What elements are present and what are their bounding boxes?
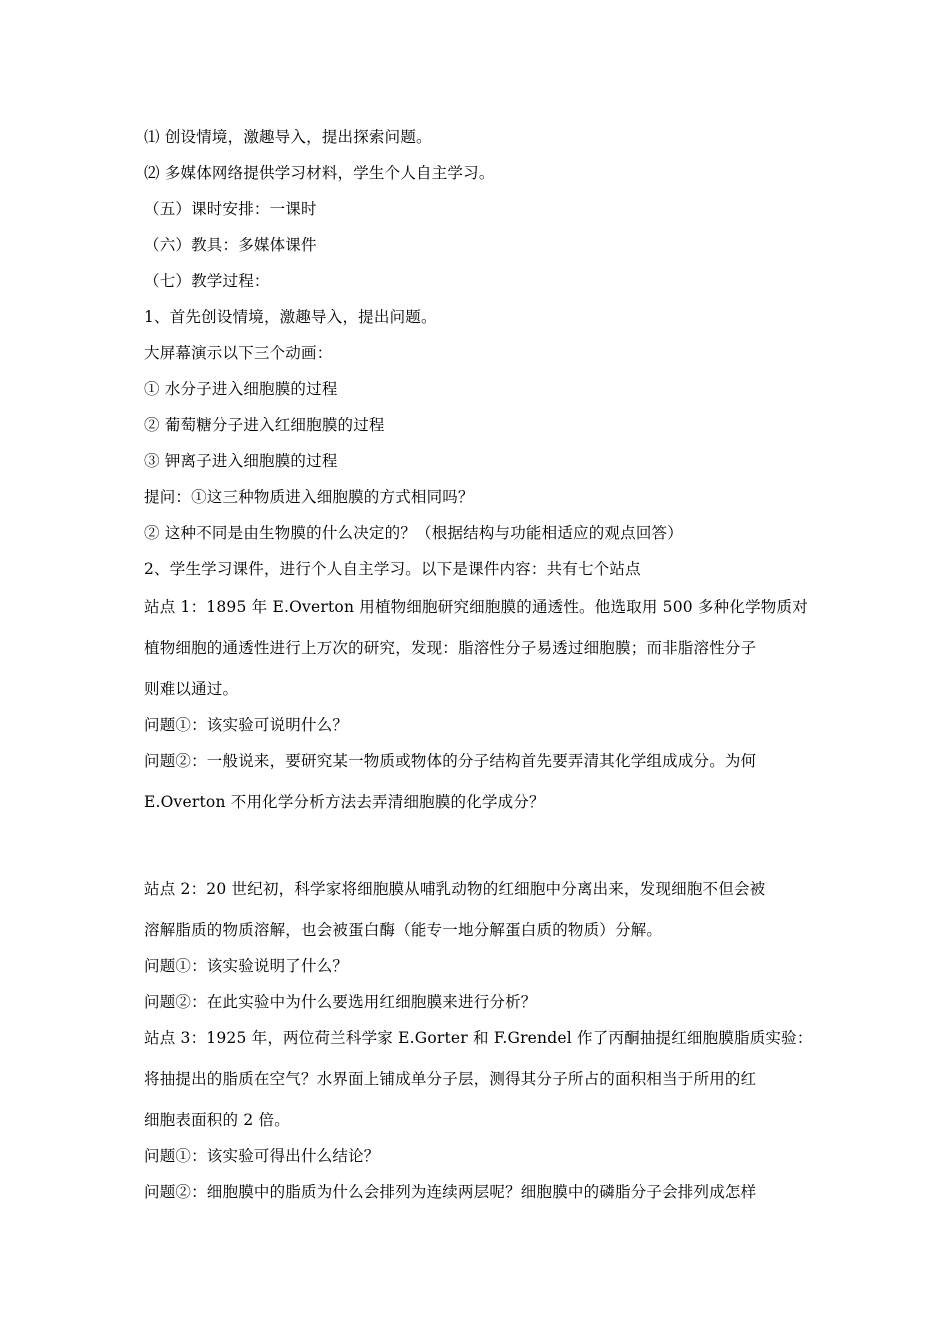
- paragraph-line: 问题②：一般说来，要研究某一物质或物体的分子结构首先要弄清其化学组成成分。为何: [144, 752, 757, 770]
- paragraph-line: 问题②：在此实验中为什么要选用红细胞膜来进行分析？: [144, 993, 537, 1011]
- paragraph-line: 1、首先创设情境，激趣导入，提出问题。: [144, 308, 437, 326]
- paragraph-line: E.Overton 不用化学分析方法去弄清细胞膜的化学成分？: [144, 793, 545, 811]
- paragraph-line: 问题②：细胞膜中的脂质为什么会排列为连续两层呢？细胞膜中的磷脂分子会排列成怎样: [144, 1183, 757, 1201]
- paragraph-line: 站点 3：1925 年，两位荷兰科学家 E.Gorter 和 F.Grendel 作了丙酮抽提红细胞膜脂质实验：: [144, 1029, 813, 1047]
- paragraph-line: 站点 2：20 世纪初，科学家将细胞膜从哺乳动物的红细胞中分离出来，发现细胞不但会被: [144, 880, 766, 898]
- paragraph-line: 问题①：该实验可得出什么结论？: [144, 1147, 380, 1165]
- paragraph-line: 将抽提出的脂质在空气？水界面上铺成单分子层，测得其分子所占的面积相当于所用的红: [144, 1070, 757, 1088]
- paragraph-line: 提问：①这三种物质进入细胞膜的方式相同吗？: [144, 488, 474, 506]
- paragraph-line: 站点 1：1895 年 E.Overton 用植物细胞研究细胞膜的通透性。他选取用 500 多种化学物质对: [144, 598, 808, 616]
- paragraph-line: 问题①：该实验说明了什么？: [144, 957, 349, 975]
- paragraph-line: 细胞表面积的 2 倍。: [144, 1111, 290, 1129]
- paragraph-line: 2、学生学习课件，进行个人自主学习。以下是课件内容：共有七个站点: [144, 560, 641, 578]
- paragraph-line: ③ 钾离子进入细胞膜的过程: [144, 452, 338, 470]
- paragraph-line: （七）教学过程：: [144, 272, 270, 290]
- paragraph-line: 问题①：该实验可说明什么？: [144, 716, 349, 734]
- paragraph-line: ⑴ 创设情境，激趣导入，提出探索问题。: [144, 128, 432, 146]
- paragraph-line: ② 这种不同是由生物膜的什么决定的？（根据结构与功能相适应的观点回答）: [144, 524, 683, 542]
- paragraph-line: （六）教具：多媒体课件: [144, 236, 317, 254]
- paragraph-line: ① 水分子进入细胞膜的过程: [144, 380, 338, 398]
- paragraph-line: 植物细胞的通透性进行上万次的研究，发现：脂溶性分子易透过细胞膜；而非脂溶性分子: [144, 639, 757, 657]
- paragraph-line: 则难以通过。: [144, 680, 239, 698]
- paragraph-line: 大屏幕演示以下三个动画：: [144, 344, 333, 362]
- paragraph-line: ② 葡萄糖分子进入红细胞膜的过程: [144, 416, 385, 434]
- paragraph-line: ⑵ 多媒体网络提供学习材料，学生个人自主学习。: [144, 164, 495, 182]
- paragraph-line: （五）课时安排：一课时: [144, 200, 317, 218]
- paragraph-line: 溶解脂质的物质溶解，也会被蛋白酶（能专一地分解蛋白质的物质）分解。: [144, 921, 663, 939]
